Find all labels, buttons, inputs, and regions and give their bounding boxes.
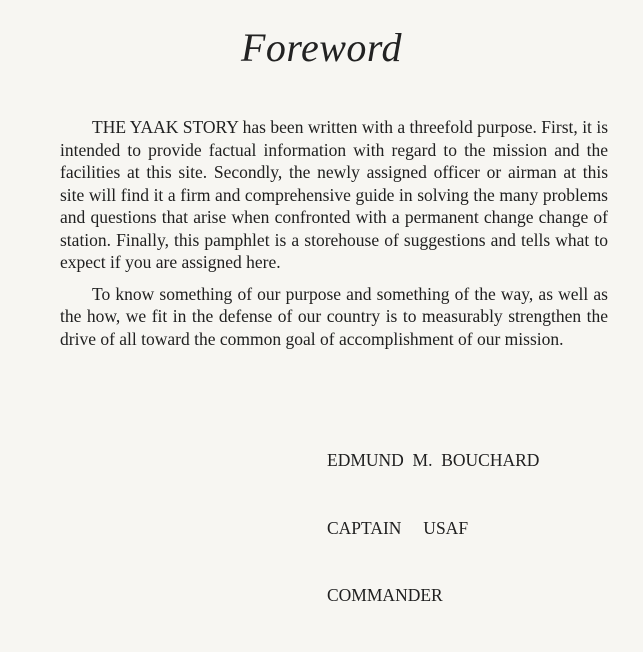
paragraph-2-text: To know something of our purpose and something of the way, as well as the how, we fit in the defense of our country is to measurably strengthen the drive of all toward the common goal of accomplishment of our mission. bbox=[60, 283, 608, 349]
page-title: Foreword bbox=[240, 25, 403, 70]
paragraph-2 bbox=[60, 283, 608, 351]
signature-rank: CAPTAIN USAF bbox=[327, 517, 469, 538]
paragraph-1 bbox=[60, 116, 608, 274]
paragraph-1-lead: THE YAAK STORY bbox=[92, 117, 239, 137]
signature-block bbox=[327, 404, 539, 652]
foreword-body bbox=[60, 116, 608, 359]
paragraph-1-text: has been written with a threefold purpose. First, it is intended to provide factual information with regard to the mission and the facilities at this site. Secondly, the newly assigned officer or airman at this site will find it a firm and comprehensive guide in solving the many problems and questions that arise when confronted with a permanent change change of station. Finally, this pamphlet is a storehouse of suggestions and tells what to expect if you are assigned here. bbox=[60, 117, 608, 272]
signature-title: COMMANDER bbox=[327, 585, 443, 605]
signature-name: EDMUND M. BOUCHARD bbox=[327, 450, 540, 470]
